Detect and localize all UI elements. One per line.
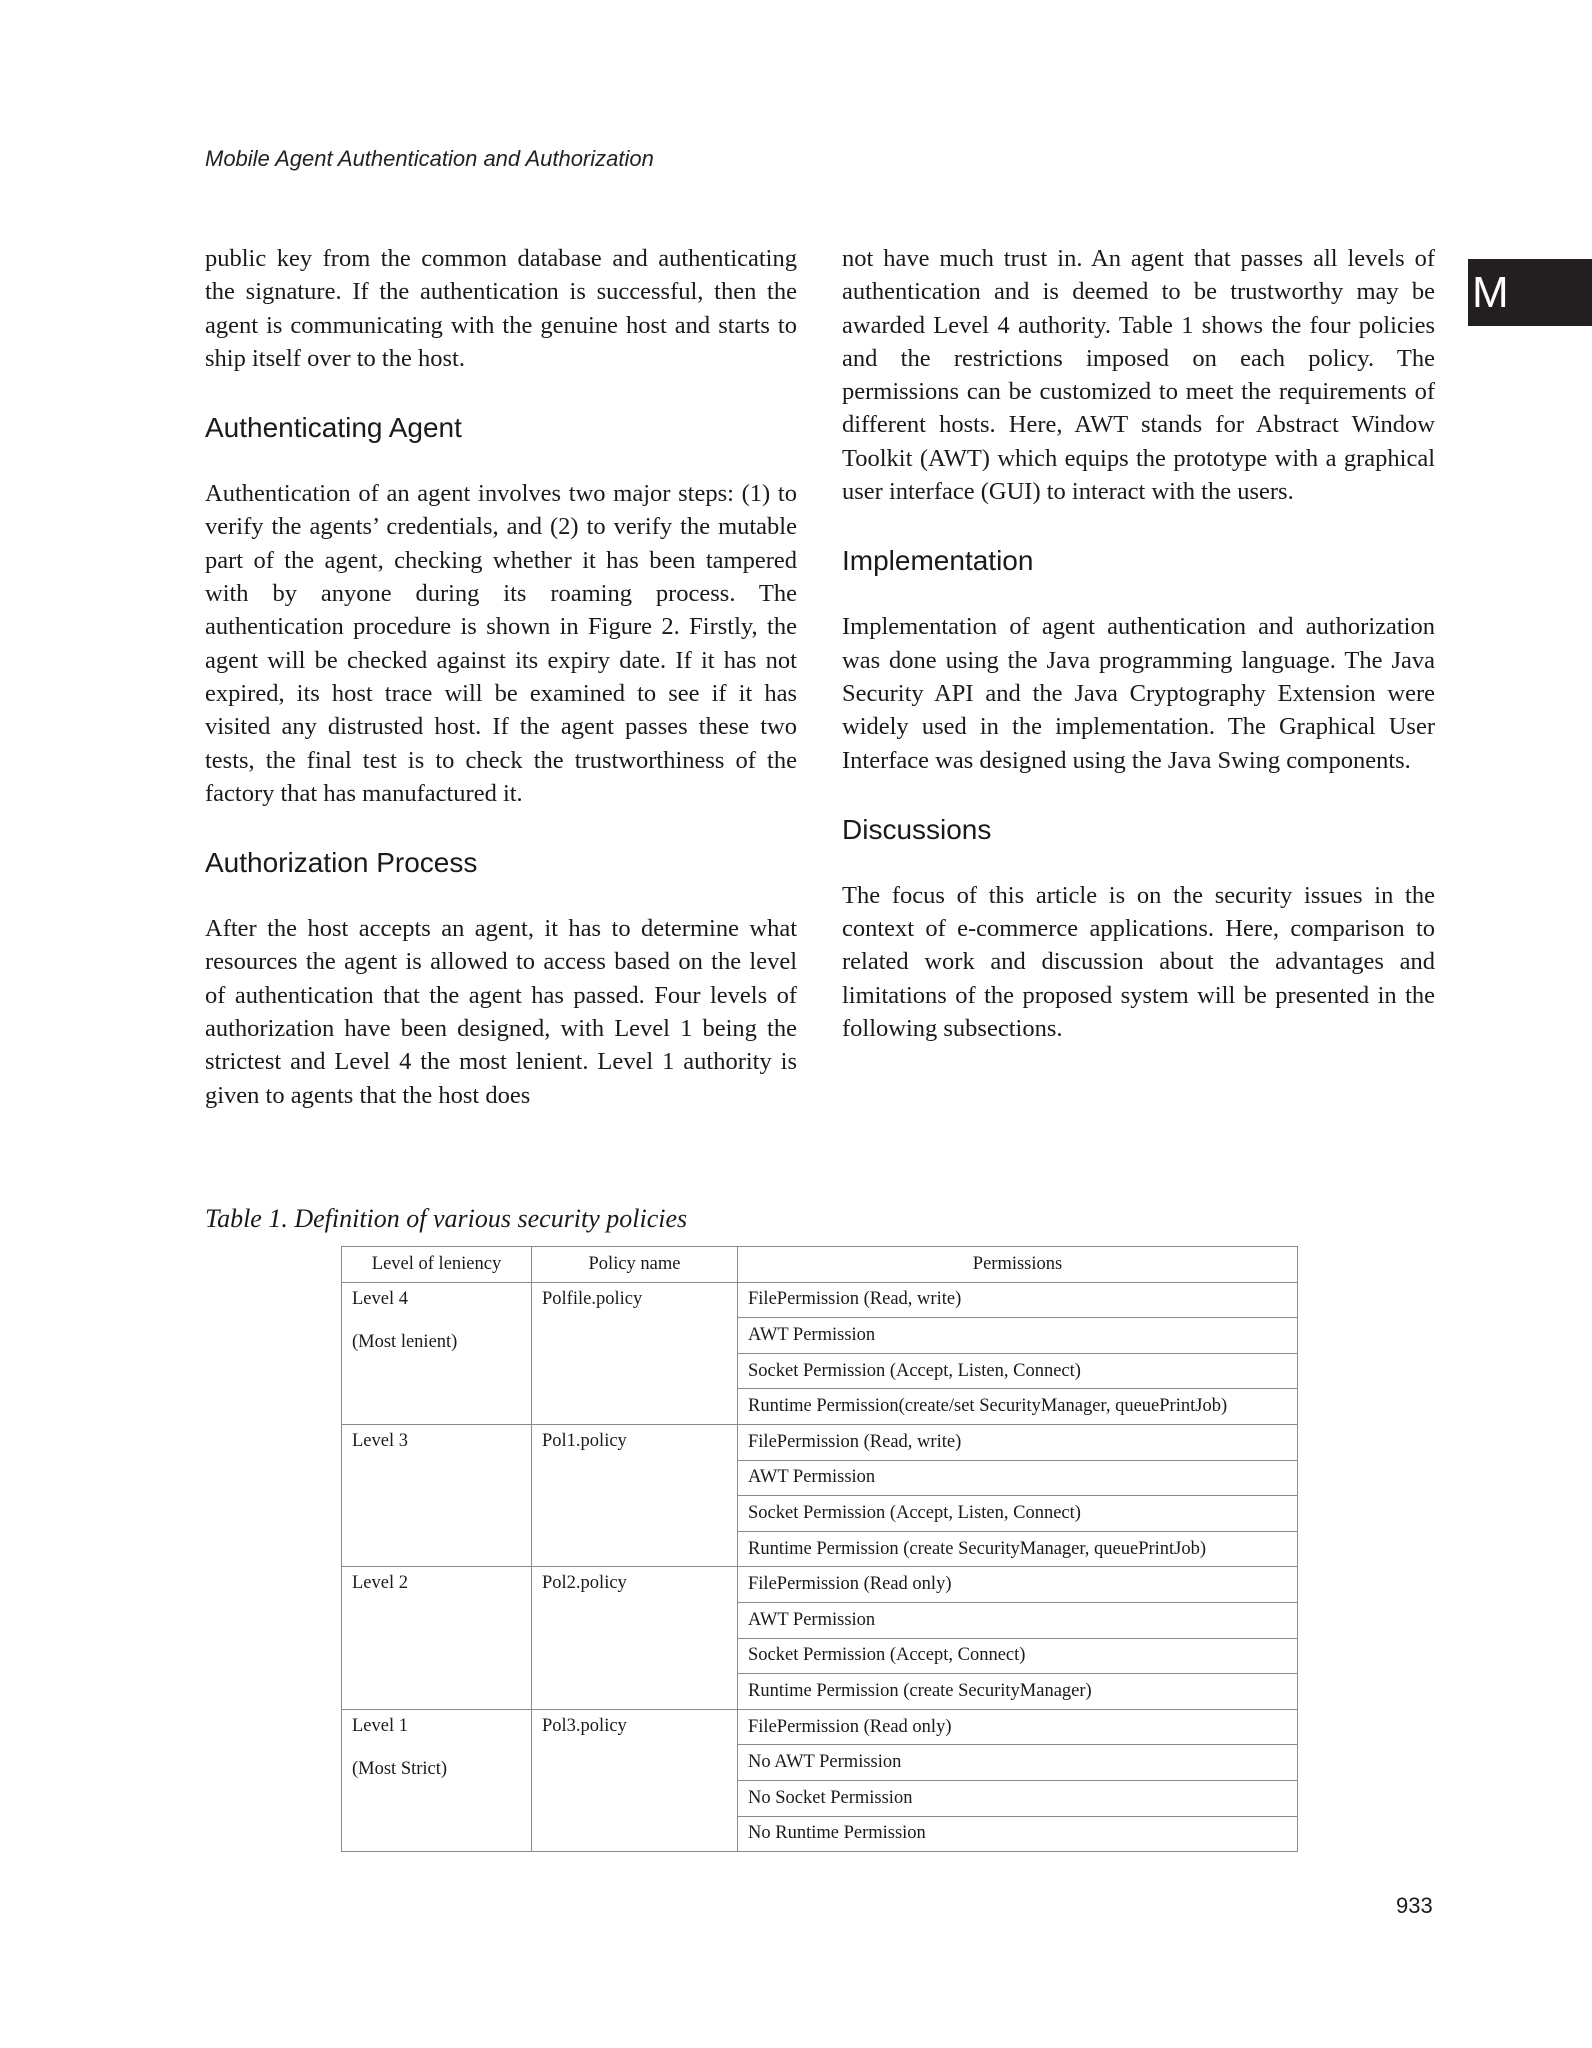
page-number: 933 bbox=[1396, 1893, 1433, 1918]
policy-name-cell: Pol3.policy bbox=[532, 1709, 738, 1851]
level-cell bbox=[342, 1709, 532, 1851]
permission-cell: FilePermission (Read only) bbox=[738, 1567, 1298, 1603]
level-cell bbox=[342, 1282, 532, 1424]
level-label: Level 3 bbox=[352, 1430, 408, 1451]
body-paragraph: After the host accepts an agent, it has to determine what resources the agent is allowed to access based on the level of authentication that the agent has passed. Four levels of authorization have been designed, with Level 1 being the strictest and Level 4 the most lenient. Level 1 authority is given to agents that the host does bbox=[205, 915, 797, 1109]
permission-cell: FilePermission (Read only) bbox=[738, 1709, 1298, 1745]
body-paragraph: The focus of this article is on the security issues in the context of e-commerce applications. Here, comparison to related work and discussion about the advantages and limitations of the proposed system will be presented in the following subsections. bbox=[842, 881, 1435, 1043]
section-heading-authenticating-agent: Authenticating Agent bbox=[205, 412, 462, 444]
permission-cell: Runtime Permission (create SecurityManager, queuePrintJob) bbox=[738, 1531, 1298, 1567]
level-label: Level 2 bbox=[352, 1573, 408, 1594]
permission-cell: No Runtime Permission bbox=[738, 1816, 1298, 1852]
permission-cell: Socket Permission (Accept, Connect) bbox=[738, 1638, 1298, 1674]
table-row bbox=[342, 1709, 1298, 1745]
body-paragraph: public key from the common database and authenticating the signature. If the authentication is successful, then the agent is communicating with the genuine host and starts to ship itself over to the host. bbox=[205, 245, 797, 372]
permission-cell: No Socket Permission bbox=[738, 1780, 1298, 1816]
permission-cell: Runtime Permission (create SecurityManager) bbox=[738, 1674, 1298, 1710]
table-row bbox=[342, 1282, 1298, 1318]
level-label: Level 4 bbox=[352, 1288, 408, 1309]
body-paragraph: Implementation of agent authentication and authorization was done using the Java programming language. The Java Security API and the Java Cryptography Extension were widely used in the implementation. The Graphical User Interface was designed using the Java Swing components. bbox=[842, 613, 1435, 774]
header-policy-name: Policy name bbox=[532, 1247, 738, 1283]
level-note: (Most lenient) bbox=[352, 1331, 458, 1352]
header-permissions: Permissions bbox=[738, 1247, 1298, 1283]
section-heading-authorization-process: Authorization Process bbox=[205, 847, 478, 879]
policy-name-cell: Pol1.policy bbox=[532, 1424, 738, 1566]
permission-cell: FilePermission (Read, write) bbox=[738, 1282, 1298, 1318]
permission-cell: AWT Permission bbox=[738, 1318, 1298, 1354]
left-column bbox=[205, 242, 797, 1112]
section-heading-implementation: Implementation bbox=[842, 545, 1034, 577]
running-header: Mobile Agent Authentication and Authorization bbox=[205, 146, 654, 171]
table-caption: Table 1. Definition of various security policies bbox=[205, 1204, 688, 1233]
level-label: Level 1 bbox=[352, 1715, 408, 1736]
table-row bbox=[342, 1424, 1298, 1460]
permission-cell: FilePermission (Read, write) bbox=[738, 1424, 1298, 1460]
permission-cell: No AWT Permission bbox=[738, 1745, 1298, 1781]
right-column bbox=[842, 242, 1435, 1045]
permission-cell: Socket Permission (Accept, Listen, Connect) bbox=[738, 1496, 1298, 1532]
body-paragraph: Authentication of an agent involves two major steps: (1) to verify the agents’ credentials, and (2) to verify the mutable part of the agent, checking whether it has been tampered with by anyone during its roaming process. The authentication procedure is shown in Figure 2. Firstly, the agent will be checked against its expiry date. If it has not expired, its host trace will be examined to see if it has visited any distrusted host. If the agent passes these two tests, the final test is to check the trustworthiness of the factory that has manufactured it. bbox=[205, 480, 797, 807]
body-paragraph: not have much trust in. An agent that passes all levels of authentication and is deemed to be trustworthy may be awarded Level 4 authority. Table 1 shows the four policies and the restrictions imposed on each policy. The permissions can be customized to meet the requirements of different hosts. Here, AWT stands for Abstract Window Toolkit (AWT) which equips the prototype with a graphical user interface (GUI) to interact with the users. bbox=[842, 245, 1435, 506]
level-cell bbox=[342, 1424, 532, 1566]
section-heading-discussions: Discussions bbox=[842, 813, 992, 845]
permission-cell: AWT Permission bbox=[738, 1460, 1298, 1496]
level-cell bbox=[342, 1567, 532, 1709]
permission-cell: Socket Permission (Accept, Listen, Connect) bbox=[738, 1353, 1298, 1389]
policy-name-cell: Pol2.policy bbox=[532, 1567, 738, 1709]
table-row bbox=[342, 1567, 1298, 1603]
security-policies-table bbox=[341, 1246, 1298, 1852]
policy-name-cell: Polfile.policy bbox=[532, 1282, 738, 1424]
section-tab-marker: M bbox=[1468, 259, 1592, 326]
permission-cell: AWT Permission bbox=[738, 1602, 1298, 1638]
table-header-row bbox=[342, 1247, 1298, 1283]
level-note: (Most Strict) bbox=[352, 1758, 448, 1779]
permission-cell: Runtime Permission(create/set SecurityManager, queuePrintJob) bbox=[738, 1389, 1298, 1425]
header-level-of-leniency: Level of leniency bbox=[342, 1247, 532, 1283]
